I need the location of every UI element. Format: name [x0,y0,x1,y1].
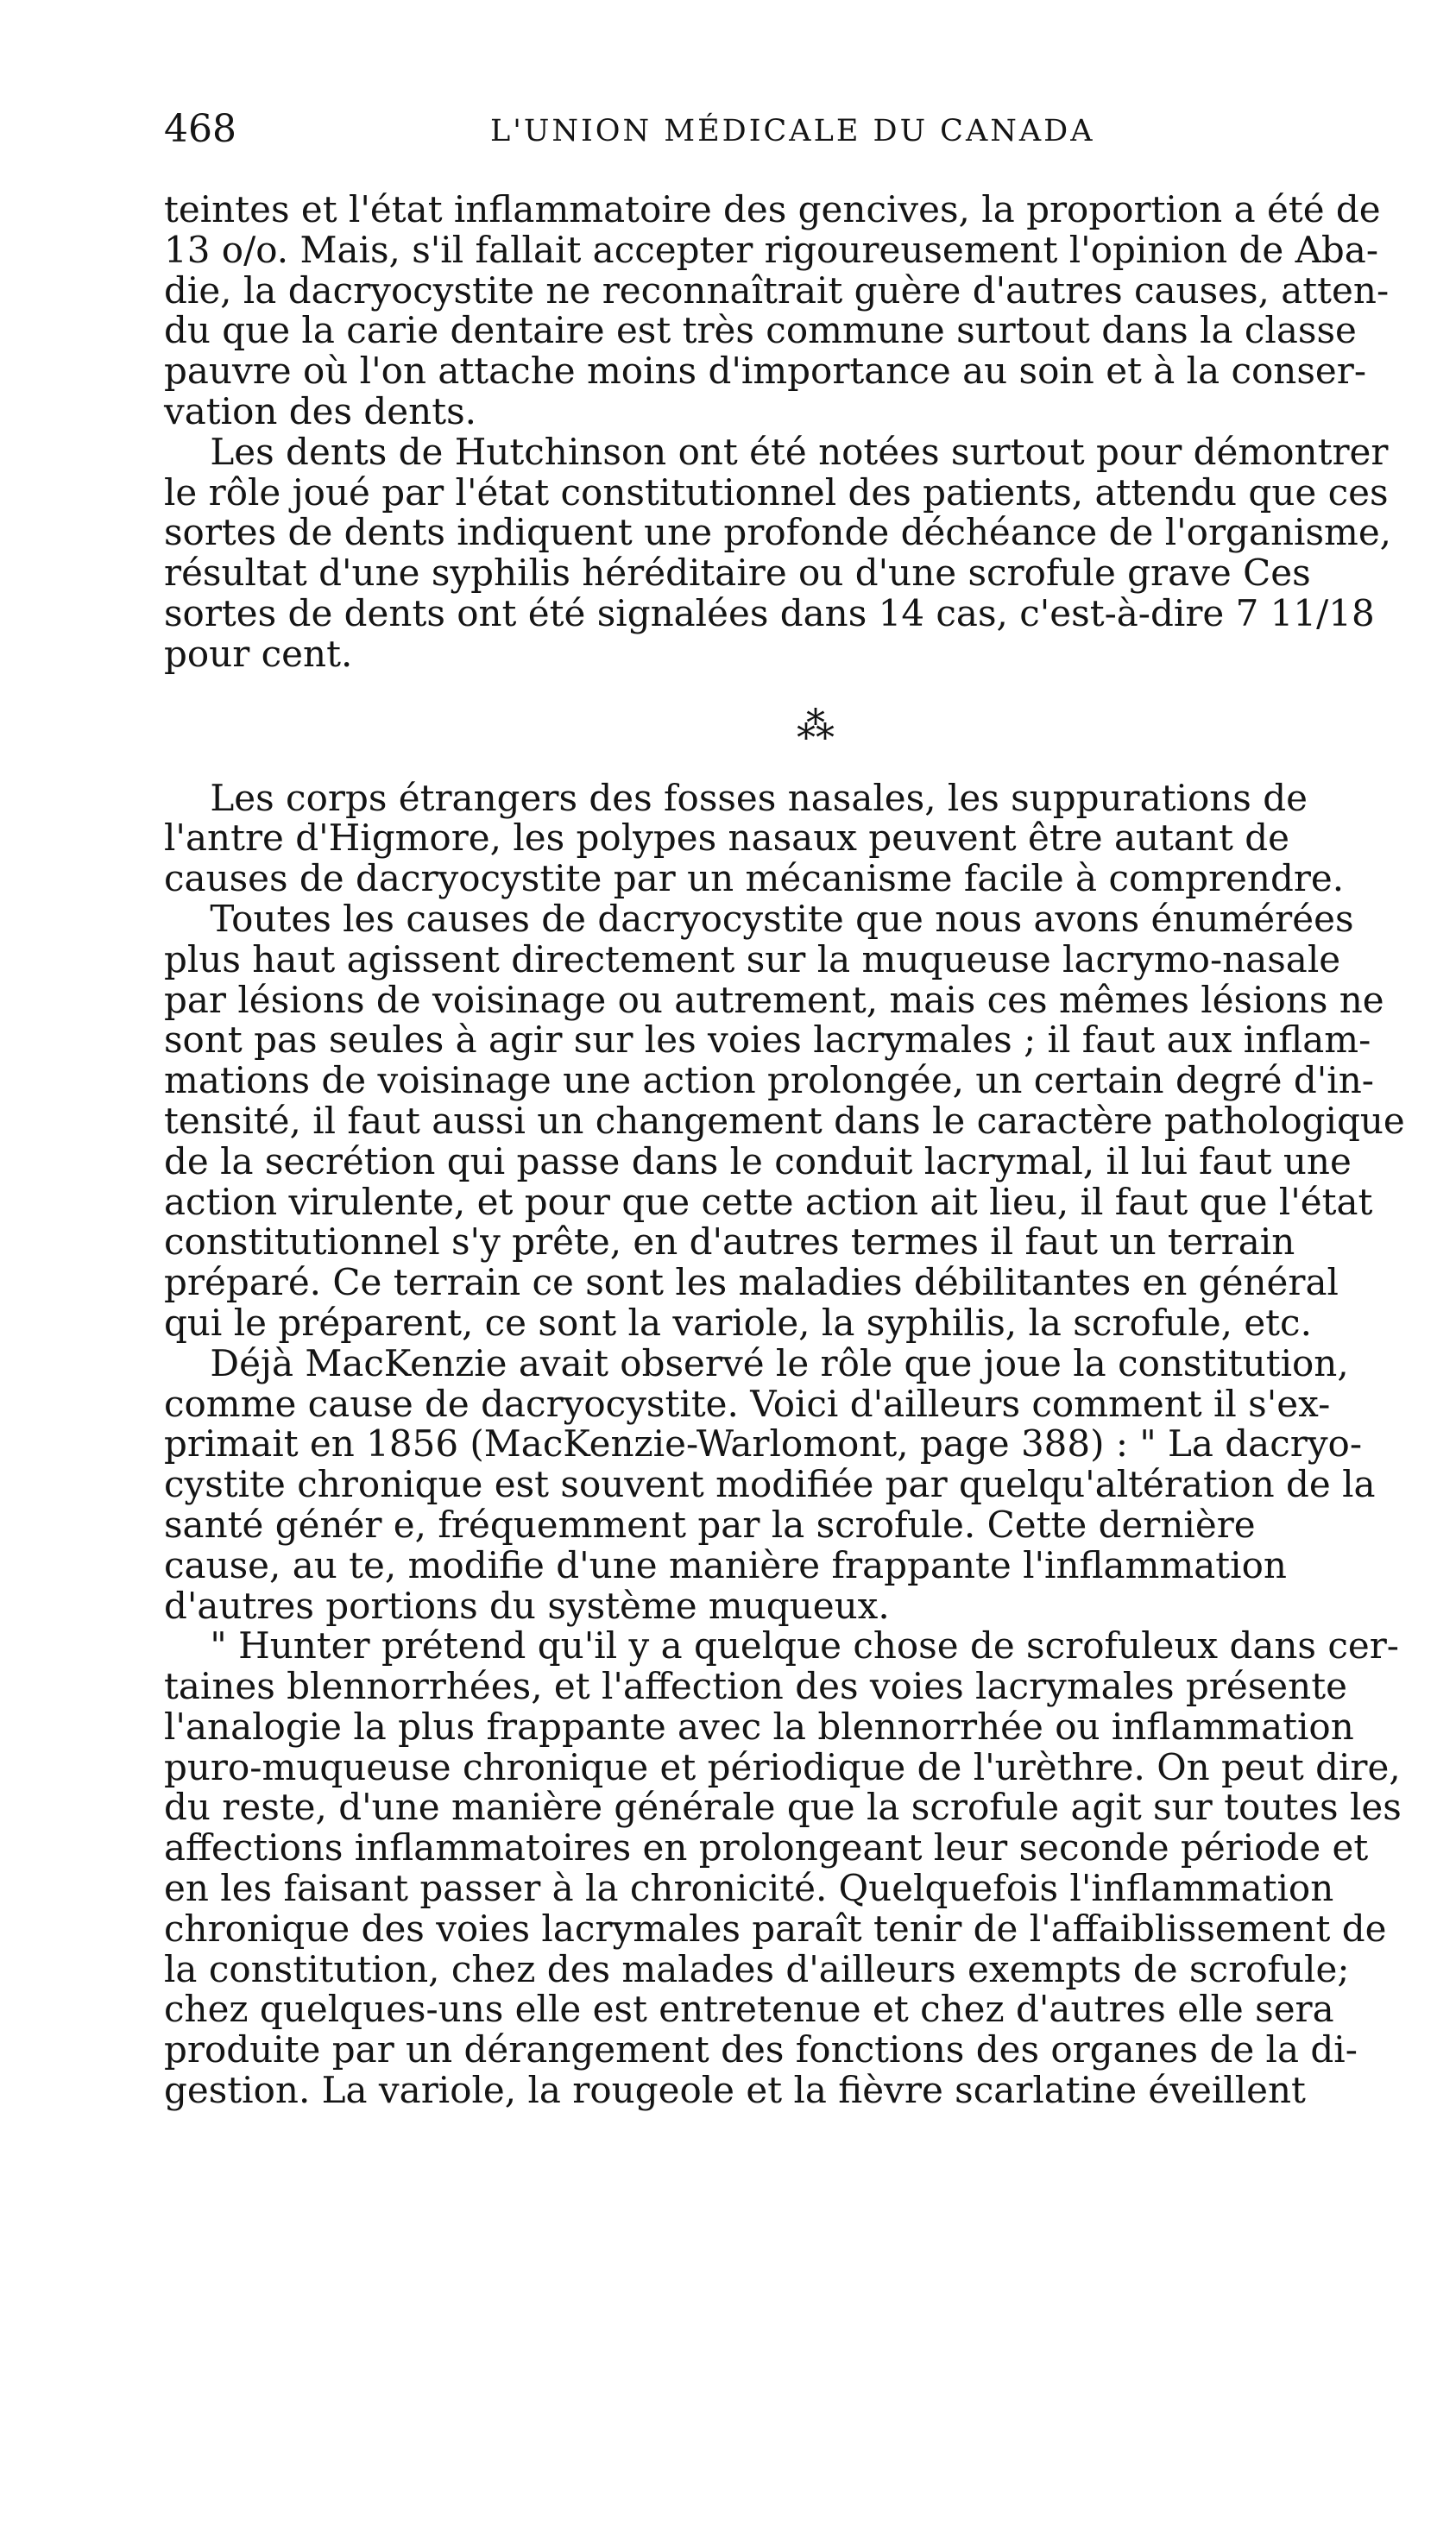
text-line: l'antre d'Higmore, les polypes nasaux peuvent être autant de [164,817,1289,860]
text-line: sortes de dents indiquent une profonde déchéance de l'organisme, [164,511,1392,554]
text-line: d'autres portions du système muqueux. [164,1584,890,1627]
text-line: par lésions de voisinage ou autrement, mais ces mêmes lésions ne [164,978,1384,1021]
text-block-before-separator [164,190,1433,675]
running-head: L'UNION MÉDICALE DU CANADA [490,114,1095,148]
text-line: cystite chronique est souvent modifiée par quelqu'altération de la [164,1463,1376,1506]
text-line: constitutionnel s'y prête, en d'autres termes il faut un terrain [164,1220,1295,1264]
text-line: pauvre où l'on attache moins d'importance au soin et à la conser- [164,350,1367,393]
text-line: taines blennorrhées, et l'affection des voies lacrymales présente [164,1665,1347,1708]
text-line: teintes et l'état inflammatoire des gencives, la proportion a été de [164,188,1381,230]
text-line: Les corps étrangers des fosses nasales, les suppurations de [164,776,1308,819]
text-line: cause, au te, modifie d'une manière frappante l'inflammation [164,1543,1287,1586]
text-line: de la secrétion qui passe dans le conduit lacrymal, il lui faut une [164,1139,1352,1182]
text-line: l'analogie la plus frappante avec la blennorrhée ou inflammation [164,1705,1354,1748]
section-separator: ⁂ [797,703,835,748]
body-text [164,190,1433,2111]
text-line: affections inflammatoires en prolongeant leur seconde période et [164,1826,1369,1869]
text-line: pour cent. [164,632,353,675]
text-line: tensité, il faut aussi un changement dans le caractère pathologique [164,1099,1405,1142]
text-line: santé génér e, fréquemment par la scrofule. Cette dernière [164,1503,1256,1546]
text-line: comme cause de dacryocystite. Voici d'ailleurs comment il s'ex- [164,1382,1331,1425]
text-line: " Hunter prétend qu'il y a quelque chose de scrofuleux dans cer- [164,1624,1399,1668]
text-line: Les dents de Hutchinson ont été notées surtout pour démontrer [164,430,1389,473]
text-line: chronique des voies lacrymales paraît tenir de l'affaiblissement de [164,1907,1387,1950]
text-line: résultat d'une syphilis héréditaire ou d'une scrofule grave Ces [164,552,1311,595]
text-line: en les faisant passer à la chronicité. Quelquefois l'inflammation [164,1867,1334,1910]
text-line: produite par un dérangement des fonctions des organes de la di- [164,2028,1358,2071]
text-line: plus haut agissent directement sur la muqueuse lacrymo-nasale [164,937,1341,980]
text-line: puro-muqueuse chronique et périodique de l'urèthre. On peut dire, [164,1745,1401,1788]
text-line: 13 o/o. Mais, s'il fallait accepter rigoureusement l'opinion de Aba- [164,228,1379,271]
text-line: sortes de dents ont été signalées dans 14 cas, c'est-à-dire 7 11/18 [164,591,1375,634]
text-line: causes de dacryocystite par un mécanisme facile à comprendre. [164,857,1345,900]
text-block-after-separator [164,776,1433,2112]
text-line: le rôle joué par l'état constitutionnel des patients, attendu que ces [164,470,1389,514]
text-line: qui le préparent, ce sont la variole, la syphilis, la scrofule, etc. [164,1301,1312,1344]
text-line: sont pas seules à agir sur les voies lacrymales ; il faut aux inflam- [164,1018,1371,1062]
text-line: action virulente, et pour que cette action ait lieu, il faut que l'état [164,1180,1373,1223]
text-line: chez quelques-uns elle est entretenue et chez d'autres elle sera [164,1988,1334,2031]
text-line: die, la dacryocystite ne reconnaîtrait guère d'autres causes, atten- [164,268,1390,312]
text-line: du que la carie dentaire est très commune surtout dans la classe [164,309,1357,352]
page-header [164,109,1433,150]
text-line: mations de voisinage une action prolongée, un certain degré d'in- [164,1059,1374,1102]
text-line: primait en 1856 (MacKenzie-Warlomont, page 388) : " La dacryo- [164,1422,1363,1466]
text-line: Toutes les causes de dacryocystite que nous avons énumérées [164,897,1354,940]
text-line: du reste, d'une manière générale que la scrofule agit sur toutes les [164,1786,1402,1829]
text-line: la constitution, chez des malades d'ailleurs exempts de scrofule; [164,1947,1350,1990]
page-number: 468 [164,107,236,151]
text-line: Déjà MacKenzie avait observé le rôle que joue la constitution, [164,1341,1349,1384]
text-line: préparé. Ce terrain ce sont les maladies débilitantes en général [164,1261,1339,1304]
text-line: vation des dents. [164,389,476,432]
text-line: gestion. La variole, la rougeole et la fièvre scarlatine éveillent [164,2069,1306,2112]
